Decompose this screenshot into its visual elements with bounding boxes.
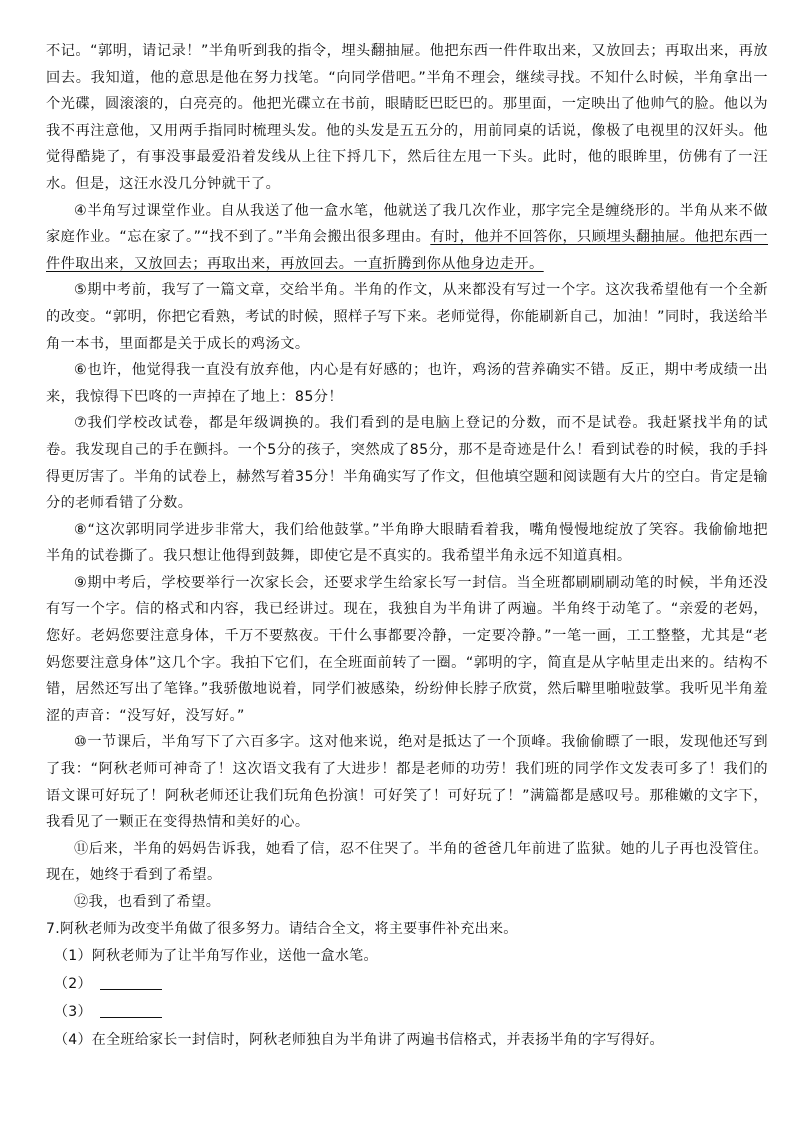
question-7-item-4: （4）在全班给家长一封信时，阿秋老师独自为半角讲了两遍书信格式，并表扬半角的字写得好。 bbox=[54, 1032, 664, 1049]
paragraph-10: ⑩一节课后，半角写下了六百多字。这对他来说，绝对是抵达了一个顶峰。我偷偷瞟了一眼，发现他还写到了我：“阿秋老师可神奇了！这次语文我有了大进步！都是老师的功劳！我们班的同学作文发表可多了！我们的语文课可好玩了！阿秋老师还让我们玩角色扮演！可好笑了！可好玩了！”满篇都是感叹号。那稚嫩的文字下，我看见了一颗正在变得热情和美好的心。 bbox=[46, 734, 768, 831]
question-7-stem: 7.阿秋老师为改变半角做了很多努力。请结合全文，将主要事件补充出来。 bbox=[46, 920, 518, 937]
paragraph-12: ⑫我，也看到了希望。 bbox=[74, 894, 221, 910]
paragraph-5: ⑤期中考前，我写了一篇文章，交给半角。半角的作文，从来都没有写过一个字。这次我希望他有一个全新的改变。“郭明，你把它看熟，考试的时候，照样子写下来。老师觉得，你能刷新自己，加油！”同时，我送给半角一本书，里面都是关于成长的鸡汤文。 bbox=[46, 282, 768, 352]
paragraph-6: ⑥也许，他觉得我一直没有放弃他，内心是有好感的；也许，鸡汤的营养确实不错。反正，期中考成绩一出来，我惊得下巴咚的一声掉在了地上：85分！ bbox=[46, 362, 768, 405]
answer-blank-2[interactable] bbox=[100, 973, 162, 990]
question-7-item-1: （1）阿秋老师为了让半角写作业，送他一盒水笔。 bbox=[54, 948, 378, 965]
paragraph-4-text: ④半角写过课堂作业。自从我送了他一盒水笔，他就送了我几次作业，那字完全是缠绕形的。半角从来不做家庭作业。“忘在家了。”“找不到了。”半角会搬出很多理由。 bbox=[46, 202, 768, 246]
paragraph-11: ⑪后来，半角的妈妈告诉我，她看了信，忍不住哭了。半角的爸爸几年前进了监狱。她的儿子再也没管住。现在，她终于看到了希望。 bbox=[46, 840, 768, 884]
document-page bbox=[46, 38, 768, 1054]
question-7-item-3-label: （3） bbox=[54, 1004, 92, 1021]
question-7-item-3 bbox=[54, 998, 768, 1026]
answer-blank-3[interactable] bbox=[100, 1001, 162, 1018]
paragraph-3-continued: 不记。“郭明，请记录！”半角听到我的指令，埋头翻抽屉。他把东西一件件取出来，又放回去；再取出来，再放回去。我知道，他的意思是他在努力找笔。“向同学借吧。”半角不理会，继续寻找。不知什么时候，半角拿出一个光碟，圆滚滚的，白亮亮的。他把光碟立在书前，眼睛眨巴眨巴的。那里面，一定映出了他帅气的脸。他以为我不再注意他，又用两手指同时梳理头发。他的头发是五五分的，用前同桌的话说，像极了电视里的汉奸头。他觉得酷毙了，有事没事最爱沿着发线从上往下捋几下，然后往左甩一下头。此时，他的眼眸里，仿佛有了一汪水。但是，这汪水没几分钟就干了。 bbox=[46, 43, 768, 192]
question-7-item-2 bbox=[54, 970, 768, 998]
paragraph-7: ⑦我们学校改试卷，都是年级调换的。我们看到的是电脑上登记的分数，而不是试卷。我赶紧找半角的试卷。我发现自己的手在颤抖。一个5分的孩子，突然成了85分，那不是奇迹是什么！看到试卷的时候，我的手抖得更厉害了。半角的试卷上，赫然写着35分！半角确实写了作文，但他填空题和阅读题有大片的空白。肯定是输分的老师看错了分数。 bbox=[46, 415, 768, 512]
paragraph-8: ⑧“这次郭明同学进步非常大，我们给他鼓掌。”半角睁大眼睛看着我，嘴角慢慢地绽放了笑容。我偷偷地把半角的试卷撕了。我只想让他得到鼓舞，即使它是不真实的。我希望半角永远不知道真相。 bbox=[46, 521, 768, 565]
paragraph-4-underlined: 有时，他并不回答你，只顾埋头翻抽屉。他把东西一件件取出来，又放回去；再取出来，再放回去。一直折腾到你从他身边走开。 bbox=[46, 229, 768, 272]
paragraph-9: ⑨期中考后，学校要举行一次家长会，还要求学生给家长写一封信。当全班都刷刷刷动笔的时候，半角还没有写一个字。信的格式和内容，我已经讲过。现在，我独自为半角讲了两遍。半角终于动笔了。“亲爱的老妈，您好。老妈您要注意身体，千万不要熬夜。干什么事都要冷静，一定要冷静。”一笔一画，工工整整，尤其是“老妈您要注意身体”这几个字。我拍下它们，在全班面前转了一圈。“郭明的字，简直是从字帖里走出来的。结构不错，居然还写出了笔锋。”我骄傲地说着，同学们被感染，纷纷伸长脖子欣赏，然后噼里啪啦鼓掌。我听见半角羞涩的声音：“没写好，没写好。” bbox=[46, 574, 768, 724]
question-7-item-2-label: （2） bbox=[54, 976, 92, 993]
paragraph-4 bbox=[46, 198, 768, 278]
